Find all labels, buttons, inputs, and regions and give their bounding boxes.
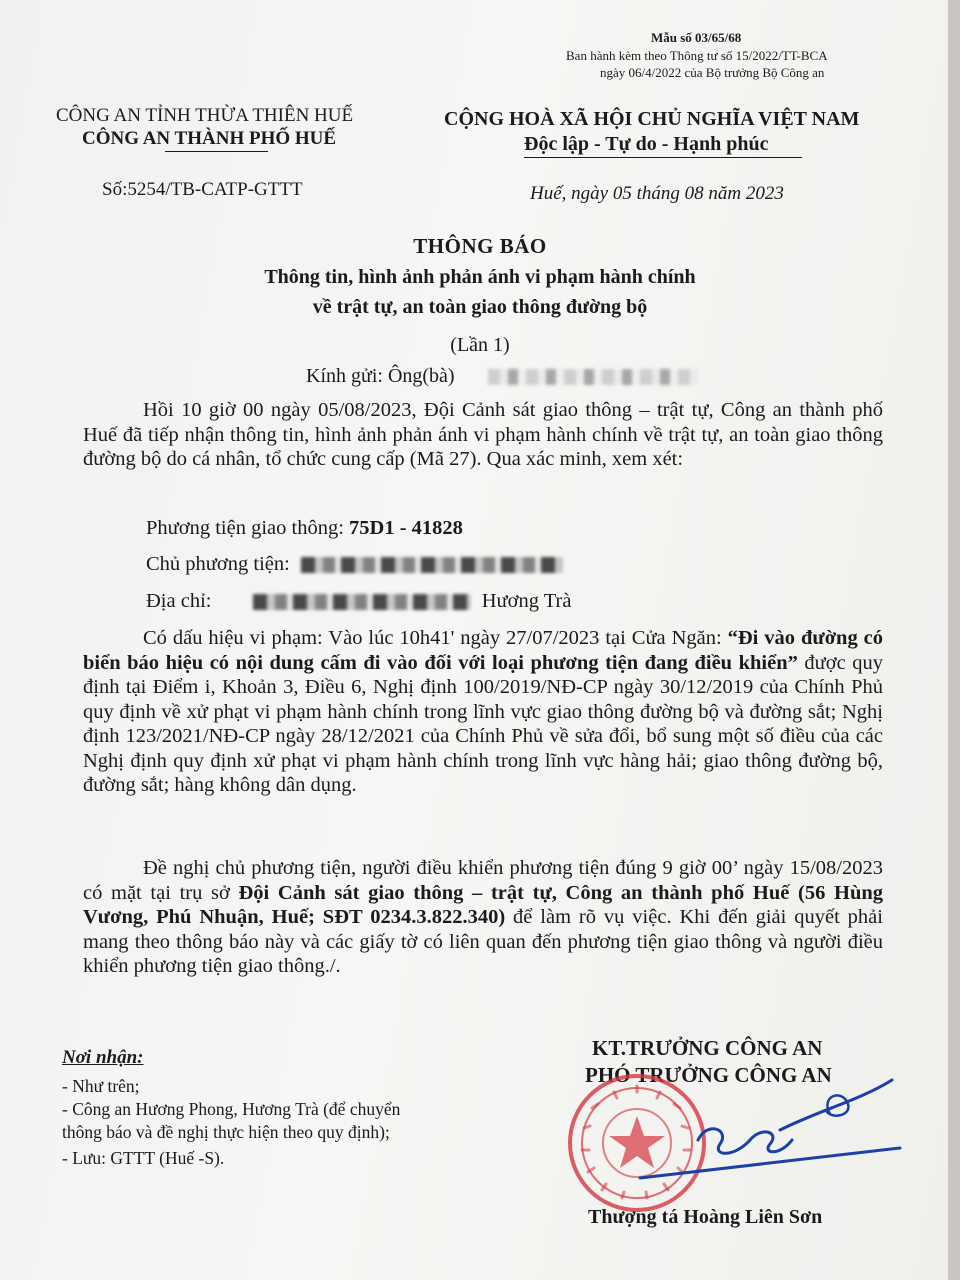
redacted-recipient-name [488, 369, 698, 385]
country-name: CỘNG HOÀ XÃ HỘI CHỦ NGHĨA VIỆT NAM [444, 108, 860, 130]
motto-underline [524, 157, 802, 158]
recipient-item: thông báo và đề nghị thực hiện theo quy định); [62, 1122, 390, 1142]
violation-description: “Đi vào đường có biển báo hiệu có nội dung cấm đi vào đối với loại phương tiện đang điều khiển” [83, 627, 883, 674]
recipient-line [306, 365, 698, 388]
address-label: Địa chỉ: [146, 590, 212, 612]
request-instructions: để làm rõ vụ việc. Khi đến giải quyết phải mang theo thông báo này và các giấy tờ có liên quan đến phương tiện giao thông và người điều khiển phương tiện giao thông./. [83, 906, 883, 977]
signer-title-2: PHÓ TRƯỞNG CÔNG AN [585, 1063, 832, 1087]
handwritten-signature [630, 1070, 910, 1190]
national-motto: Độc lập - Tự do - Hạnh phúc [524, 133, 769, 155]
owner-label: Chủ phương tiện: [146, 553, 290, 575]
form-number: Mẫu số 03/65/68 [651, 30, 742, 45]
vehicle-plate: 75D1 - 41828 [349, 517, 463, 539]
owner-line [146, 553, 563, 576]
request-paragraph [83, 856, 883, 979]
agency-parent: CÔNG AN TỈNH THỪA THIÊN HUẾ [56, 105, 354, 126]
redacted-owner-name [301, 557, 563, 573]
signer-title-1: KT.TRƯỞNG CÔNG AN [592, 1036, 823, 1060]
document-subtitle-2: về trật tự, an toàn giao thông đường bộ [312, 296, 648, 318]
recipient-item: - Như trên; [62, 1076, 140, 1096]
violation-paragraph [83, 626, 883, 798]
agency-underline [165, 151, 268, 152]
signer-name: Thượng tá Hoàng Liên Sơn [588, 1206, 823, 1228]
document-title: THÔNG BÁO [413, 234, 547, 258]
notice-body [83, 398, 883, 472]
notice-iteration: (Lần 1) [450, 334, 510, 356]
recipient-label: Kính gửi: Ông(bà) [306, 365, 455, 387]
form-issued-date-line: ngày 06/4/2022 của Bộ trưởng Bộ Công an [600, 65, 825, 80]
recipients-title: Nơi nhận: [62, 1047, 144, 1068]
request-office: Đội Cảnh sát giao thông – trật tự, Công an thành phố Huế (56 Hùng Vương, Phú Nhuận, Huế; SĐT 0234.3.822.340) [83, 881, 884, 928]
agency-name: CÔNG AN THÀNH PHỐ HUẾ [82, 128, 337, 149]
document-date: Huế, ngày 05 tháng 08 năm 2023 [530, 183, 784, 204]
address-line [146, 590, 571, 613]
document-subtitle-1: Thông tin, hình ảnh phản ánh vi phạm hành chính [264, 266, 696, 288]
address-district: Hương Trà [481, 590, 572, 612]
recipient-item: - Công an Hương Phong, Hương Trà (để chuyển [62, 1099, 401, 1119]
violation-legal-basis: được quy định tại Điểm i, Khoản 3, Điều 6, Nghị định 100/2019/NĐ-CP ngày 30/12/2019 của Chính Phủ quy định về xử phạt vi phạm hành chính trong lĩnh vực giao thông đường bộ và đường sắt; Nghị định 123/2021/NĐ-CP ngày 28/12/2021 của Chính Phủ về sửa đổi, bổ sung một số điều của các Nghị định quy định xử phạt vi phạm hành chính trong lĩnh vực hàng hải; giao thông đường bộ, đường sắt; hàng không dân dụng. [83, 651, 883, 796]
vehicle-line [146, 517, 463, 540]
violation-intro: Có dấu hiệu vi phạm: Vào lúc 10h41' ngày 27/07/2023 tại Cửa Ngăn: [143, 627, 728, 649]
request-intro: Đề nghị chủ phương tiện, người điều khiển phương tiện đúng 9 giờ 00’ ngày 15/08/2023 có mặt tại trụ sở [83, 857, 883, 904]
vehicle-label: Phương tiện giao thông: [146, 517, 344, 539]
paragraph-received: Hồi 10 giờ 00 ngày 05/08/2023, Đội Cảnh sát giao thông – trật tự, Công an thành phố Huế đã tiếp nhận thông tin, hình ảnh phản ánh vi phạm hành chính về trật tự, an toàn giao thông đường bộ do cá nhân, tổ chức cung cấp (Mã 27). Qua xác minh, xem xét: [83, 399, 883, 470]
redacted-address [253, 594, 471, 610]
document-number: Số:5254/TB-CATP-GTTT [102, 179, 303, 200]
recipient-item: - Lưu: GTTT (Huế -S). [62, 1148, 225, 1168]
form-issued-line: Ban hành kèm theo Thông tư số 15/2022/TT-BCA [566, 48, 828, 63]
